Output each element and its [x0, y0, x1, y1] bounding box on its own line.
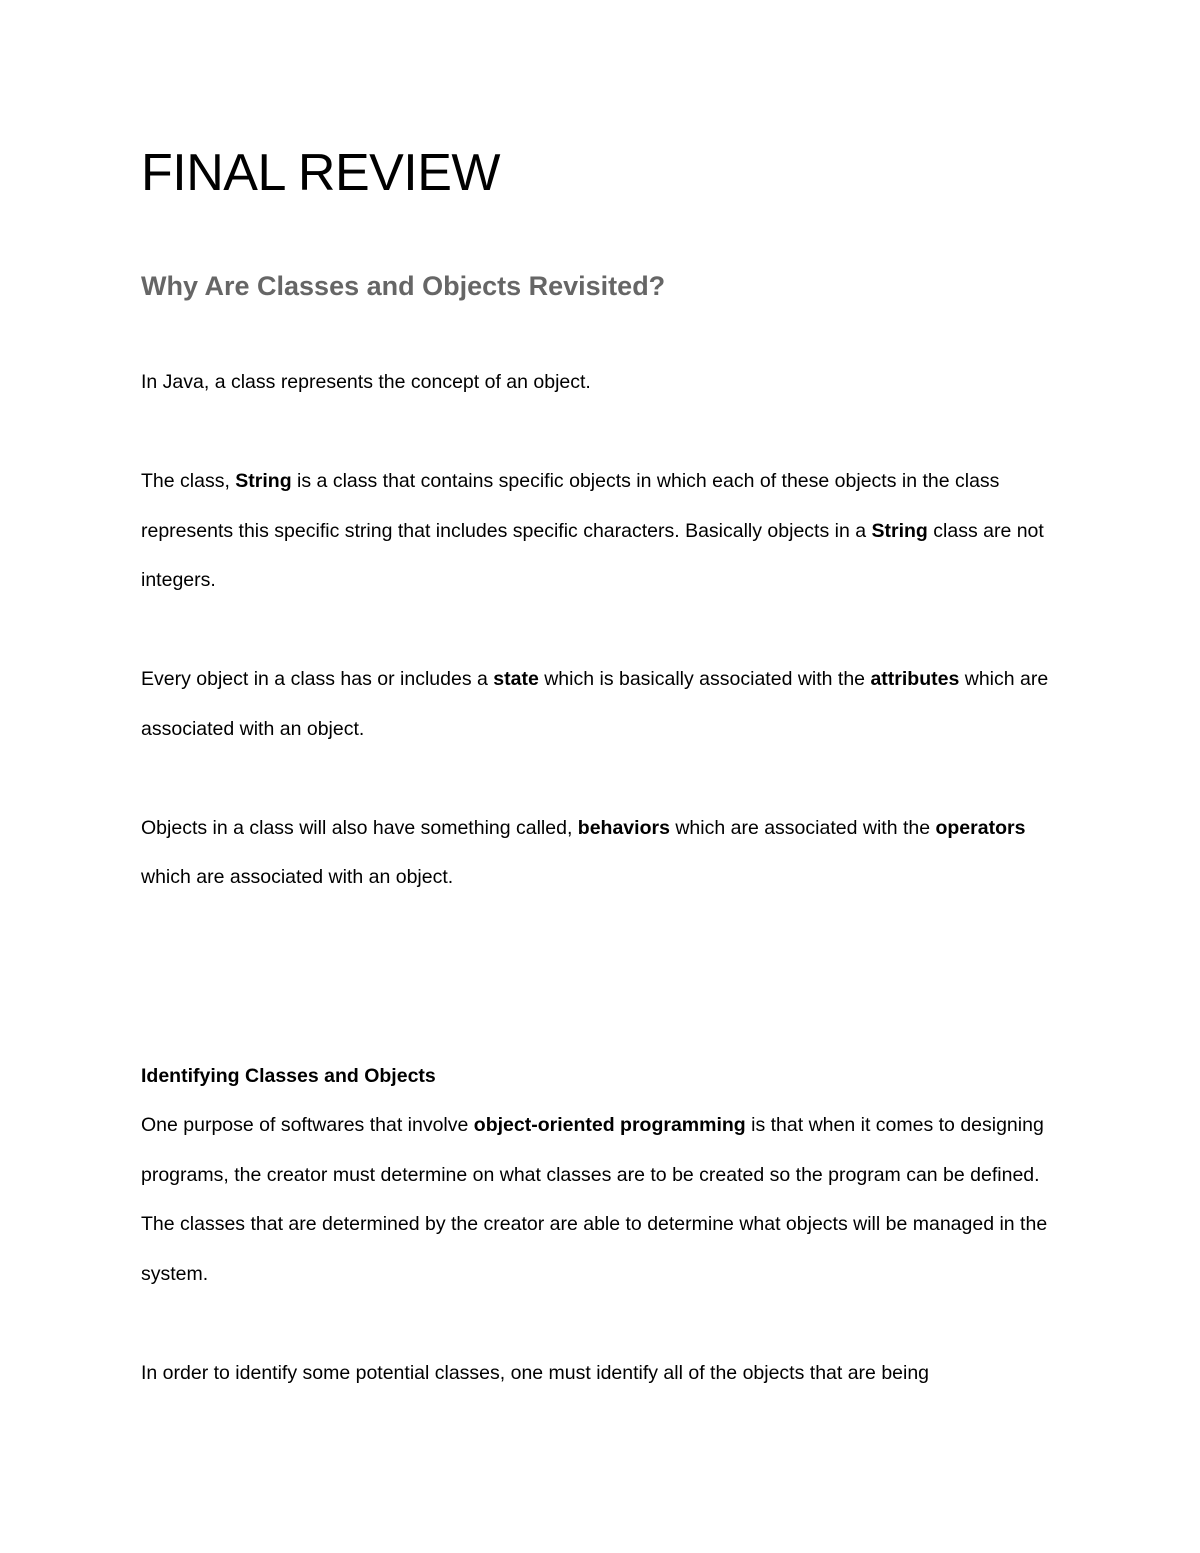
bold-term-string: String — [871, 519, 928, 542]
section-heading: Why Are Classes and Objects Revisited? — [141, 271, 666, 301]
text-run: Objects in a class will also have something called, — [141, 816, 578, 839]
paragraph-identify-classes: In order to identify some potential classes, one must identify all of the objects that are being — [141, 1361, 930, 1384]
paragraph-class-concept: In Java, a class represents the concept of an object. — [141, 371, 591, 393]
paragraph-oop-purpose — [141, 1101, 1061, 1299]
text-run: which are associated with the — [669, 816, 936, 839]
text-run: One purpose of softwares that involve — [141, 1114, 474, 1136]
text-run: is a class that contains specific objects in which each of these objects in the class represents this specific string that includes specific characters. Basically objects in a — [141, 470, 1000, 542]
bold-term-operators: operators — [935, 816, 1026, 839]
text-run: The class, — [141, 470, 236, 492]
bold-term-string: String — [235, 470, 292, 492]
text-run: which are associated with an object. — [141, 668, 1049, 740]
paragraph-state-attributes — [141, 655, 1061, 754]
bold-term-attributes: attributes — [870, 668, 960, 690]
bold-term-oop: object-oriented programming — [473, 1114, 746, 1136]
paragraph-string-class — [141, 457, 1061, 606]
subheading-identifying-classes: Identifying Classes and Objects — [141, 1064, 436, 1087]
document-title: FINAL REVIEW — [141, 144, 501, 202]
bold-term-behaviors: behaviors — [577, 816, 670, 839]
text-run: Every object in a class has or includes a — [141, 668, 494, 690]
text-run: which are associated with an object. — [141, 866, 454, 888]
bold-term-state: state — [493, 668, 539, 690]
text-run: which is basically associated with the — [538, 668, 871, 690]
document-content — [141, 138, 1061, 1398]
text-run: is that when it comes to designing programs, the creator must determine on what classes are to be created so the program can be defined. The classes that are determined by the creator are able to determine what objects will be managed in the system. — [141, 1114, 1048, 1285]
paragraph-behaviors-operators — [141, 804, 1061, 903]
text-run: class are not integers. — [141, 519, 1044, 591]
